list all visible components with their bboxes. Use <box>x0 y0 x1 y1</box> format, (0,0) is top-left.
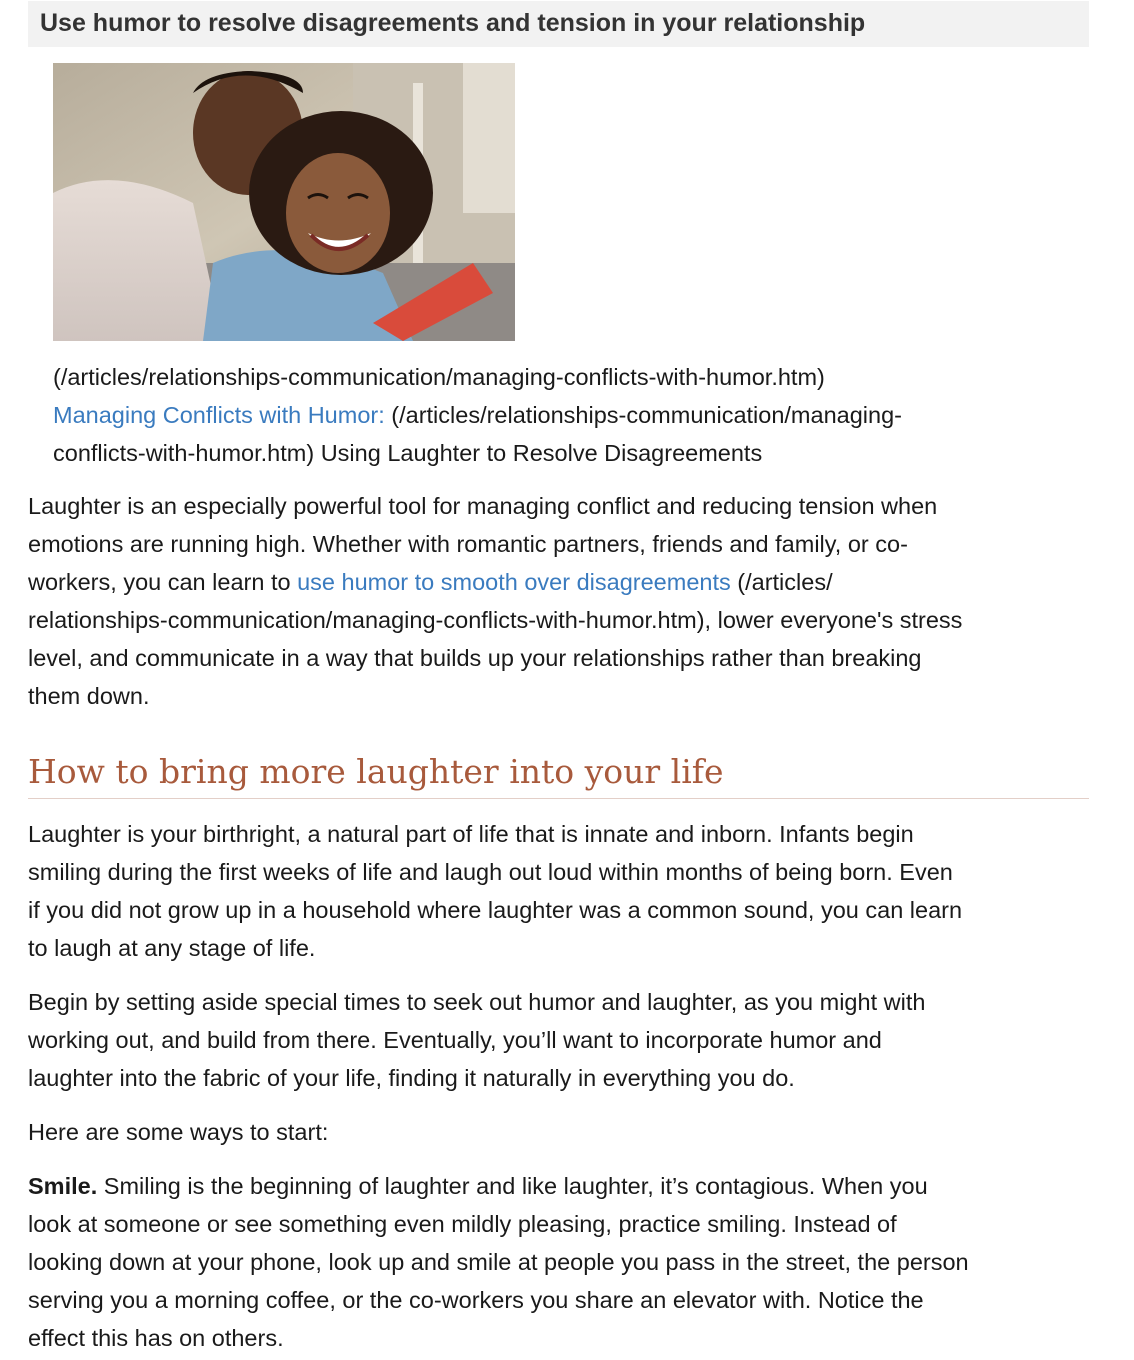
smile-label: Smile. <box>28 1173 98 1199</box>
caption-title-line: conflicts-with-humor.htm) Using Laughter to Resolve Disagreements <box>53 440 763 466</box>
intro-line-3 <box>28 563 1108 601</box>
section-header: Use humor to resolve disagreements and tension in your relationship <box>28 1 1089 47</box>
intro-line-4: relationships-communication/managing-conflicts-with-humor.htm), lower everyone's stress <box>28 607 963 633</box>
para1-line-1: Laughter is your birthright, a natural part of life that is innate and inborn. Infants begin <box>28 821 914 847</box>
smile-line-4: serving you a morning coffee, or the co-workers you share an elevator with. Notice the <box>28 1287 924 1313</box>
intro-line-1: Laughter is an especially powerful tool for managing conflict and reducing tension when <box>28 493 938 519</box>
smile-line-1-rest: Smiling is the beginning of laughter and like laughter, it’s contagious. When you <box>97 1173 928 1199</box>
caption-url-line: (/articles/relationships-communication/managing-conflicts-with-humor.htm) <box>53 364 825 390</box>
smile-paragraph <box>28 1167 1108 1357</box>
section-heading: How to bring more laughter into your life <box>28 749 1089 799</box>
caption-url-rest: (/articles/relationships-communication/managing- <box>384 402 902 428</box>
para3-line-1: Here are some ways to start: <box>28 1119 329 1145</box>
smooth-disagreements-link[interactable]: use humor to smooth over disagreements <box>297 569 731 595</box>
begin-paragraph <box>28 983 1108 1097</box>
smile-line-5: effect this has on others. <box>28 1325 284 1351</box>
para2-line-3: laughter into the fabric of your life, finding it naturally in everything you do. <box>28 1065 795 1091</box>
intro-line-2: emotions are running high. Whether with romantic partners, friends and family, or co- <box>28 531 908 557</box>
intro-line-5: level, and communicate in a way that builds up your relationships rather than breaking <box>28 645 922 671</box>
intro-line-3-pre: workers, you can learn to <box>28 569 298 595</box>
article-caption <box>53 358 1073 472</box>
para1-line-3: if you did not grow up in a household where laughter was a common sound, you can learn <box>28 897 963 923</box>
smile-line-3: looking down at your phone, look up and smile at people you pass in the street, the person <box>28 1249 969 1275</box>
para1-line-4: to laugh at any stage of life. <box>28 935 316 961</box>
para2-line-1: Begin by setting aside special times to seek out humor and laughter, as you might with <box>28 989 926 1015</box>
intro-paragraph <box>28 487 1108 715</box>
intro-line-6: them down. <box>28 683 150 709</box>
birthright-paragraph <box>28 815 1108 967</box>
intro-line-3-post: (/articles/ <box>730 569 833 595</box>
para1-line-2: smiling during the first weeks of life and laugh out loud within months of being born. Even <box>28 859 953 885</box>
managing-conflicts-link[interactable]: Managing Conflicts with Humor: <box>53 402 385 428</box>
smile-line-1 <box>28 1167 1108 1205</box>
couple-laughing-photo <box>53 63 515 341</box>
para2-line-2: working out, and build from there. Eventually, you’ll want to incorporate humor and <box>28 1027 882 1053</box>
smile-line-2: look at someone or see something even mildly pleasing, practice smiling. Instead of <box>28 1211 897 1237</box>
ways-to-start-paragraph <box>28 1113 1108 1151</box>
